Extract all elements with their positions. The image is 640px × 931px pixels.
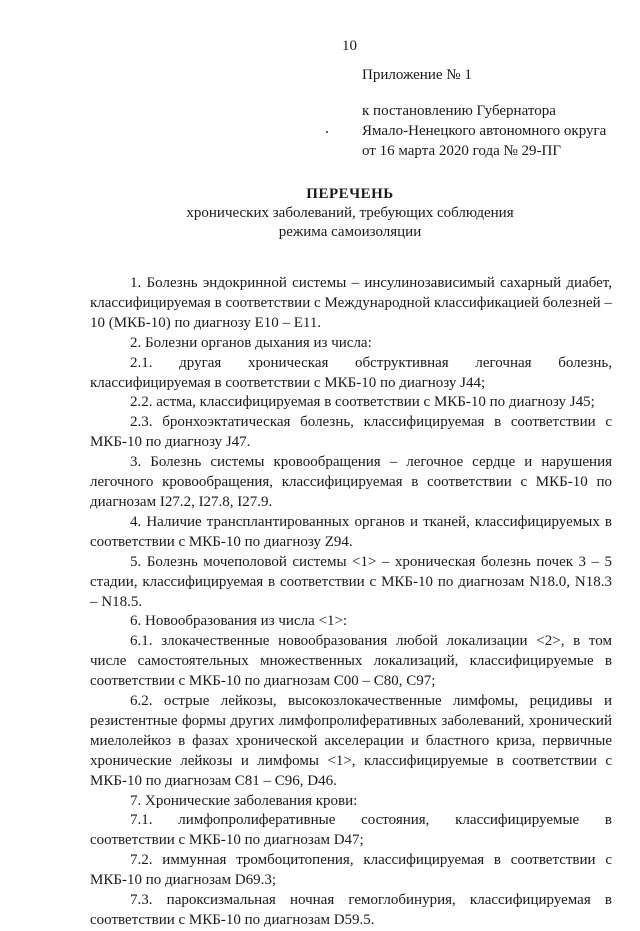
- paragraph: 6. Новообразования из числа <1>:: [130, 613, 348, 630]
- appendix-line-1: к постановлению Губернатора: [362, 103, 556, 119]
- paragraph: 6.2. острые лейкозы, высокозлокачественные лимфомы, рецидивы и резистентные формы других лимфопролиферативных заболеваний, хронический миелолейкоз в фазах хронической акселерации и бластного криза, первичные хронические лейкозы и лимфомы <1>, классифицируемые в соответствии с МКБ-10 по диагнозам C81 – C96, D46.: [90, 693, 612, 789]
- title-line-1: хронических заболеваний, требующих соблюдения: [186, 205, 514, 221]
- title-block: [90, 185, 610, 242]
- paragraph: 2.1. другая хроническая обструктивная легочная болезнь, классифицируемая в соответствии с МКБ-10 по диагнозу J44;: [90, 354, 612, 391]
- paragraph: 4. Наличие трансплантированных органов и тканей, классифицируемых в соответствии с МКБ-10 по диагнозу Z94.: [90, 513, 612, 550]
- title-line-2: режима самоизоляции: [278, 224, 422, 240]
- paragraph: 7. Хронические заболевания крови:: [130, 792, 358, 809]
- paragraph: 6.1. злокачественные новообразования любой локализации <2>, в том числе самостоятельных множественных локализаций, классифицируемые в соответствии с МКБ-10 по диагнозам C00 – C80, C97;: [90, 633, 612, 690]
- appendix-label: Приложение № 1: [362, 67, 472, 83]
- paragraph: 7.1. лимфопролиферативные состояния, классифицируемые в соответствии с МКБ-10 по диагнозам D47;: [90, 812, 612, 849]
- appendix-block: [362, 65, 606, 161]
- appendix-line-3: от 16 марта 2020 года № 29-ПГ: [362, 143, 562, 159]
- paragraph: 1. Болезнь эндокринной системы – инсулинозависимый сахарный диабет, классифицируемая в соответствии с Международной классификацией болезней – 10 (МКБ-10) по диагнозу E10 – E11.: [90, 275, 612, 331]
- paragraph: 2.3. бронхоэктатическая болезнь, классифицируемая в соответствии с МКБ-10 по диагнозу J47.: [90, 414, 612, 451]
- paragraph: 7.3. пароксизмальная ночная гемоглобинурия, классифицируемая в соответствии с МКБ-10 по диагнозам D59.5.: [90, 892, 612, 928]
- paragraph: 5. Болезнь мочеполовой системы <1> – хроническая болезнь почек 3 – 5 стадии, классифицируемая в соответствии с МКБ-10 по диагнозам N18.0, N18.3 – N18.5.: [90, 553, 612, 610]
- paragraph: 2.2. астма, классифицируемая в соответствии с МКБ-10 по диагнозу J45;: [130, 394, 595, 411]
- document-heading: ПЕРЕЧЕНЬ: [306, 186, 394, 202]
- scan-dot: [326, 131, 328, 133]
- appendix-line-2: Ямало-Ненецкого автономного округа: [362, 123, 607, 139]
- document-body: [90, 274, 612, 931]
- page-number: 10: [342, 38, 357, 54]
- paragraph: 3. Болезнь системы кровообращения – легочное сердце и нарушения легочного кровообращения, классифицируемая в соответствии с МКБ-10 по диагнозам I27.2, I27.8, I27.9.: [90, 454, 612, 510]
- paragraph: 7.2. иммунная тромбоцитопения, классифицируемая в соответствии с МКБ-10 по диагнозам D69.3;: [90, 852, 612, 889]
- paragraph: 2. Болезни органов дыхания из числа:: [130, 334, 372, 351]
